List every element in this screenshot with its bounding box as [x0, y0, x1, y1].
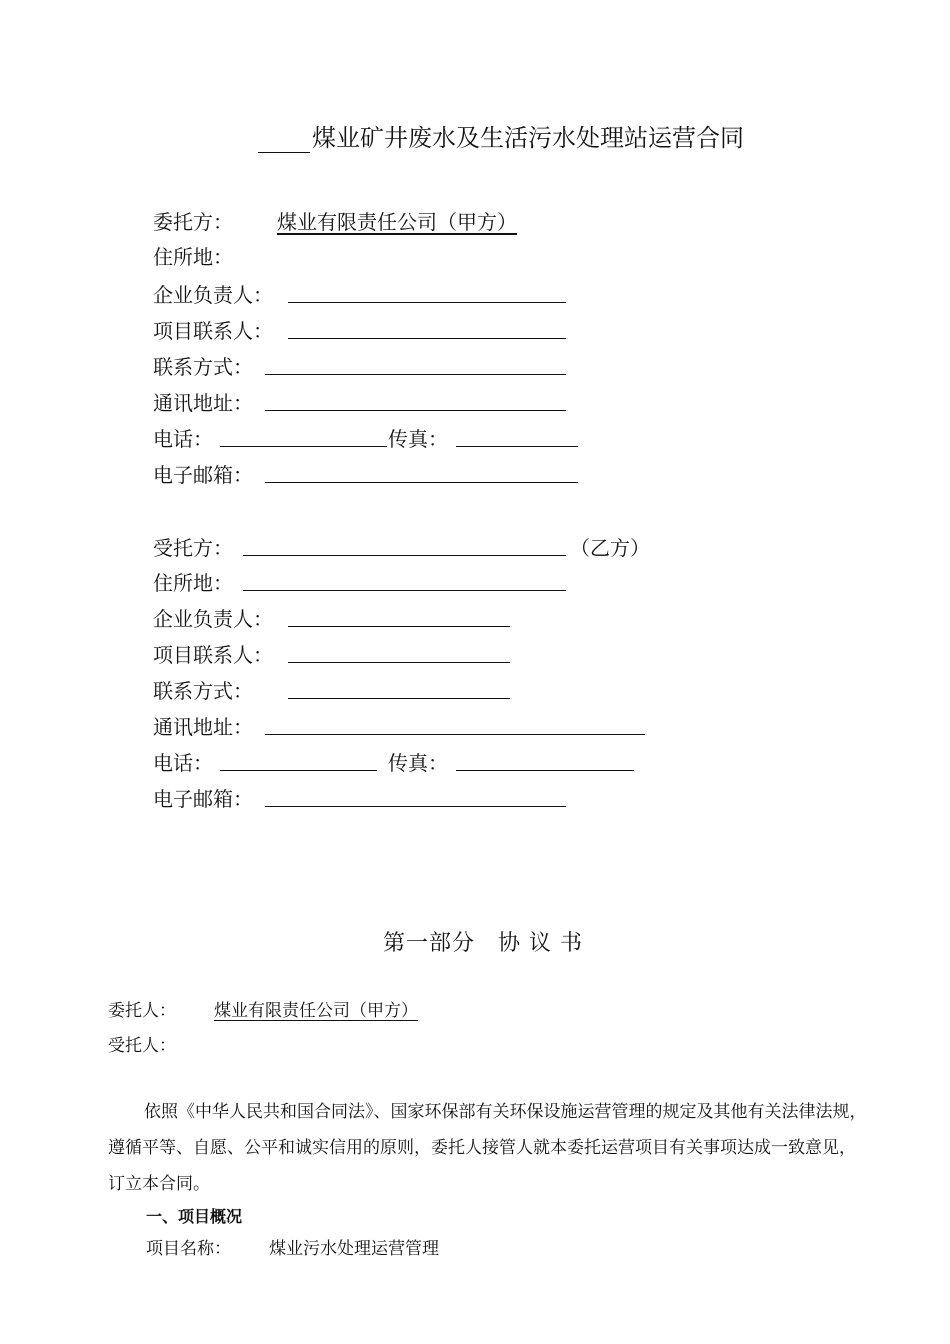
party-b-trustee-label: 受托方：	[153, 536, 233, 560]
party-a-contact-person-blank	[288, 338, 566, 339]
section-heading-project-overview: 一、项目概况	[146, 1207, 243, 1226]
party-b-trustee-suffix: （乙方）	[570, 536, 650, 560]
agent-label: 受托人：	[108, 1036, 176, 1056]
project-name-row	[146, 1238, 439, 1260]
party-a-address-label: 住所地：	[153, 245, 233, 269]
title-blank-line	[258, 128, 310, 153]
part-one-heading: 第一部分 协 议 书	[383, 931, 583, 956]
party-a-phone-blank	[220, 446, 387, 447]
party-a-contact-method-blank	[265, 374, 566, 375]
party-a-email-blank	[265, 482, 578, 483]
party-b-mail-address-label: 通讯地址：	[153, 715, 253, 739]
project-name-label: 项目名称：	[146, 1239, 231, 1259]
agreement-paragraph: 依照《中华人民共和国合同法》、国家环保部有关环保设施运营管理的规定及其他有关法律法规，遵循平等、自愿、公平和诚实信用的原则，委托人接管人就本委托运营项目有关事项达成一致意见，订立本合同。	[108, 1102, 867, 1194]
party-a-client-row	[153, 210, 523, 234]
party-b-phone-label: 电话：	[153, 751, 213, 775]
party-b-contact-method-blank	[288, 698, 510, 699]
principal-row	[108, 1000, 422, 1022]
party-b-address-blank	[243, 590, 566, 591]
party-a-mail-address-blank	[265, 410, 566, 411]
party-a-fax-label: 传真：	[388, 427, 448, 451]
project-name-value: 煤业污水处理运营管理	[269, 1239, 439, 1259]
party-b-leader-label: 企业负责人：	[153, 607, 273, 631]
party-b-phone-blank	[220, 770, 377, 771]
party-b-contact-method-label: 联系方式：	[153, 679, 253, 703]
party-a-contact-method-label: 联系方式：	[153, 355, 253, 379]
party-b-fax-label: 传真：	[388, 751, 448, 775]
party-b-email-label: 电子邮箱：	[153, 787, 253, 811]
party-a-fax-blank	[456, 446, 578, 447]
party-b-trustee-blank	[243, 555, 566, 556]
party-b-leader-blank	[288, 626, 510, 627]
party-a-leader-label: 企业负责人：	[153, 283, 273, 307]
party-a-email-label: 电子邮箱：	[153, 463, 253, 487]
party-b-fax-blank	[456, 770, 634, 771]
party-b-mail-address-blank	[265, 734, 645, 735]
party-b-contact-person-label: 项目联系人：	[153, 643, 273, 667]
party-a-client-label: 委托方：	[153, 210, 233, 234]
party-b-email-blank	[265, 806, 566, 807]
principal-value: 煤业有限责任公司（甲方）	[214, 1001, 418, 1021]
party-b-contact-person-blank	[288, 662, 510, 663]
party-b-address-label: 住所地：	[153, 571, 233, 595]
party-a-leader-blank	[288, 302, 566, 303]
document-title	[258, 118, 744, 153]
title-text: 煤业矿井废水及生活污水处理站运营合同	[312, 124, 744, 152]
party-a-phone-label: 电话：	[153, 427, 213, 451]
party-a-client-value: 煤业有限责任公司（甲方）	[277, 210, 517, 234]
party-a-contact-person-label: 项目联系人：	[153, 319, 273, 343]
party-a-mail-address-label: 通讯地址：	[153, 391, 253, 415]
principal-label: 委托人：	[108, 1001, 176, 1021]
